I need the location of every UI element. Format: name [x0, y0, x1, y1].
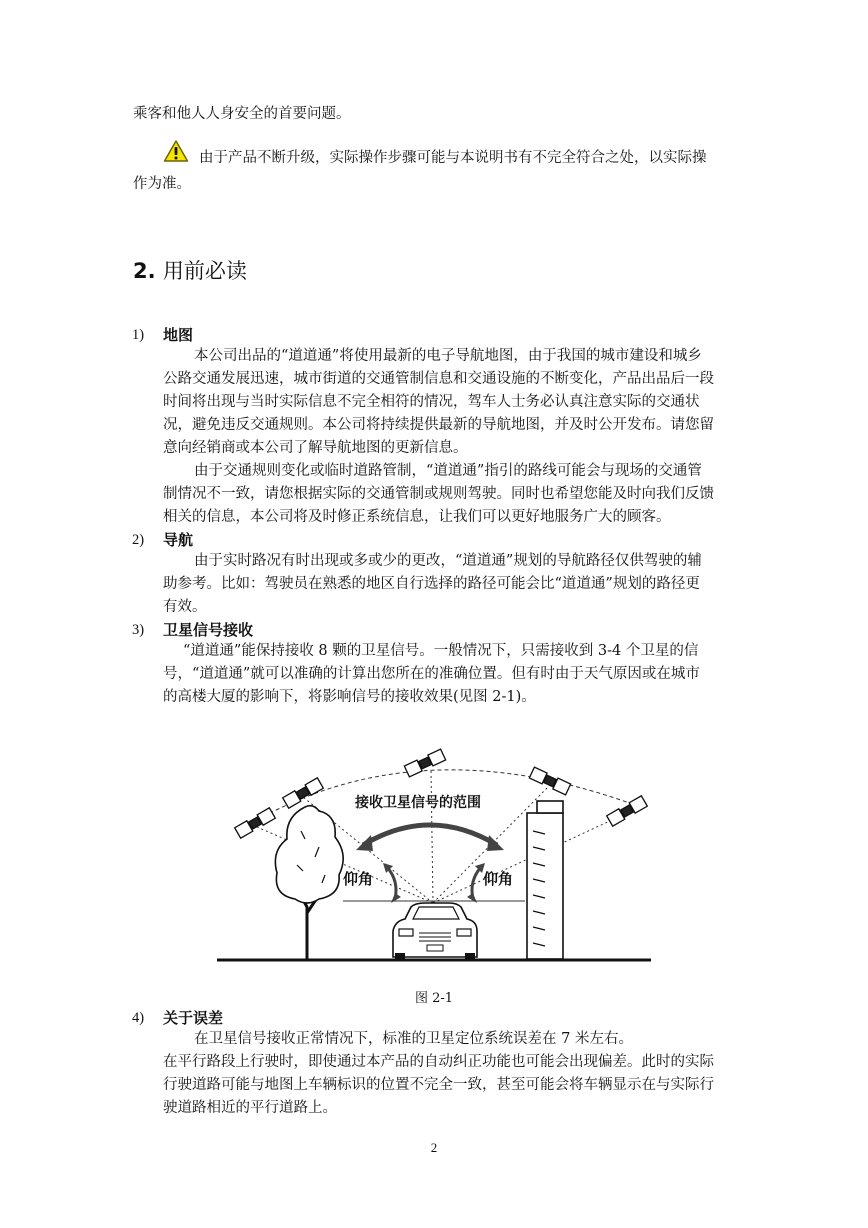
- building-icon: [527, 801, 563, 959]
- satellite-reception-diagram: [215, 735, 655, 965]
- figure-caption: 图 2-1: [414, 991, 454, 1006]
- item-2-number: 2): [132, 532, 145, 548]
- item-2-line: 有效。: [163, 599, 207, 615]
- tree-icon: [275, 806, 343, 959]
- elevation-label-left: 仰角: [343, 870, 374, 888]
- item-2-line: 助参考。比如：驾驶员在熟悉的地区自行选择的路径可能会比“道道通”规划的路径更: [163, 576, 700, 592]
- item-4-line: 在平行路段上行驶时，即使通过本产品的自动纠正功能也可能会出现偏差。此时的实际: [163, 1054, 714, 1070]
- item-3-line: 的高楼大厦的影响下，将影响信号的接收效果(见图 2-1)。: [163, 689, 536, 705]
- car-icon: [393, 903, 477, 961]
- item-3-number: 3): [132, 622, 145, 638]
- warning-icon: [163, 139, 189, 163]
- section-title: 用前必读: [162, 259, 247, 283]
- item-4-title: 关于误差: [163, 1009, 224, 1027]
- item-2-title: 导航: [163, 531, 194, 549]
- item-1-line: 况，避免违反交通规则。本公司将持续提供最新的导航地图，并及时公开发布。请您留: [163, 417, 714, 433]
- intro-end-text: 乘客和他人人身安全的首要问题。: [133, 106, 351, 122]
- section-number: 2.: [133, 259, 156, 283]
- item-1-line: 本公司出品的“道道通”将使用最新的电子导航地图，由于我国的城市建设和城乡: [194, 348, 702, 364]
- item-2-line: 由于实时路况有时出现或多或少的更改，“道道通”规划的导航路径仅供驾驶的辅: [194, 553, 702, 569]
- range-label: 接收卫星信号的范围: [355, 795, 481, 811]
- page-number: 2: [430, 1140, 438, 1155]
- item-4-line: 在卫星信号接收正常情况下，标准的卫星定位系统误差在 7 米左右。: [194, 1031, 633, 1047]
- notice-line-2: 作为准。: [133, 176, 191, 192]
- item-3-title: 卫星信号接收: [163, 621, 254, 639]
- item-4-line: 行驶道路可能与地图上车辆标识的位置不完全一致，甚至可能会将车辆显示在与实际行: [163, 1077, 714, 1093]
- item-1-line: 由于交通规则变化或临时道路管制，“道道通”指引的路线可能会与现场的交通管: [194, 463, 702, 479]
- section-heading: [133, 255, 247, 285]
- item-1-title: 地图: [163, 326, 194, 344]
- item-1-line: 公路交通发展迅速，城市街道的交通管制信息和交通设施的不断变化，产品出品后一段: [163, 371, 714, 387]
- notice-line-1: 由于产品不断升级，实际操作步骤可能与本说明书有不完全符合之处，以实际操: [199, 150, 707, 166]
- item-1-line: 制情况不一致，请您根据实际的交通管制或规则驾驶。同时也希望您能及时向我们反馈: [163, 486, 714, 502]
- item-3-line: “道道通”能保持接收 8 颗的卫星信号。一般情况下，只需接收到 3-4 个卫星的信: [183, 643, 699, 659]
- item-1-line: 时间将出现与当时实际信息不完全相符的情况，驾车人士务必认真注意实际的交通状: [163, 394, 700, 410]
- item-1-line: 相关的信息，本公司将及时修正系统信息，让我们可以更好地服务广大的顾客。: [163, 509, 671, 525]
- item-4-line: 驶道路相近的平行道路上。: [163, 1100, 337, 1116]
- elevation-label-right: 仰角: [483, 870, 514, 888]
- item-4-number: 4): [132, 1010, 145, 1026]
- item-1-line: 意向经销商或本公司了解导航地图的更新信息。: [163, 440, 468, 456]
- item-3-line: 号，“道道通”就可以准确的计算出您所在的准确位置。但有时由于天气原因或在城市: [163, 666, 700, 682]
- item-1-number: 1): [132, 327, 145, 343]
